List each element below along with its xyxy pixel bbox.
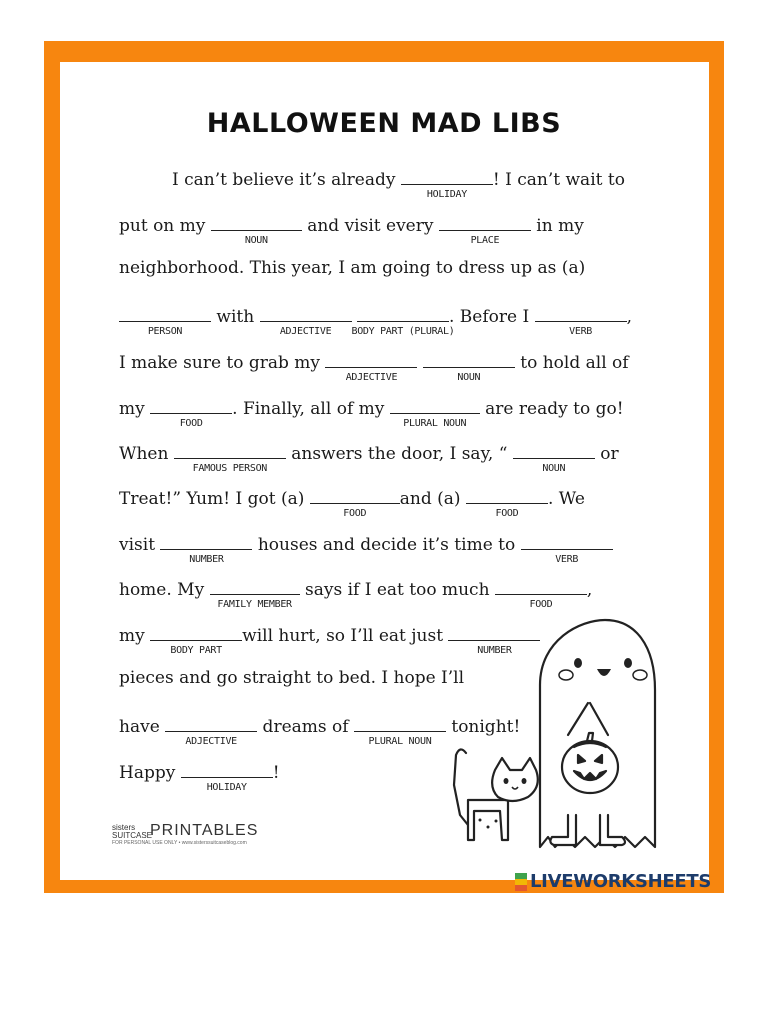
story-text: pieces and go straight to bed. I hope I’ll (119, 668, 465, 688)
blank-hint: HOLIDAY (426, 189, 467, 200)
blank-hint: BODY PART (170, 645, 222, 656)
blank-hint: PLURAL NOUN (403, 418, 467, 429)
cat-eye-left (504, 778, 509, 784)
liveworksheets-badge[interactable] (515, 871, 711, 892)
story-text: dreams of (257, 717, 354, 737)
story-line-14 (119, 759, 280, 793)
blank-hint: PERSON (147, 326, 183, 337)
story-text: visit (119, 535, 161, 555)
story-text: . Finally, all of my (232, 399, 390, 419)
blank-verb[interactable] (521, 531, 613, 565)
blank-hint: FAMOUS PERSON (192, 463, 268, 474)
blank-verb[interactable] (535, 303, 627, 337)
story-text: When (119, 444, 174, 464)
blank-family-member[interactable] (210, 576, 300, 610)
blank-hint: HOLIDAY (206, 782, 247, 793)
blank-hint: FOOD (529, 599, 553, 610)
blank-hint: ADJECTIVE (279, 326, 332, 337)
blank-plural-noun[interactable] (390, 395, 480, 429)
cat-eye-right (522, 778, 527, 784)
blank-food[interactable] (310, 485, 400, 519)
blank-hint: NUMBER (477, 645, 512, 656)
blank-holiday[interactable] (401, 166, 493, 200)
story-text: and visit every (301, 216, 439, 236)
story-text: will hurt, so I’ll eat just (242, 626, 449, 646)
story-text: put on my (119, 216, 211, 236)
blank-hint: PLACE (470, 235, 500, 246)
blank-hint: PLURAL NOUN (368, 736, 432, 747)
ghost-eye-right (624, 658, 632, 668)
story-text: says if I eat too much (299, 580, 495, 600)
blank-hint: VERB (555, 554, 579, 565)
blank-hint: FOOD (179, 418, 203, 429)
blank-hint: NOUN (457, 372, 481, 383)
story-text: in my (530, 216, 584, 236)
blank-adjective[interactable] (165, 713, 257, 747)
blank-holiday[interactable] (181, 759, 273, 793)
ghost-and-cat-illustration (440, 615, 665, 850)
story-text: ! (272, 763, 280, 783)
story-text: . We (547, 489, 585, 509)
story-text: answers the door, I say, “ (285, 444, 513, 464)
story-text: or (594, 444, 619, 464)
story-text: tonight! (445, 717, 521, 737)
logo-printables: PRINTABLES (150, 822, 259, 839)
blank-number[interactable] (160, 531, 252, 565)
story-text: have (119, 717, 166, 737)
story-text: with (211, 307, 260, 327)
story-text: ! I can’t wait to (492, 170, 625, 190)
story-text: home. My (119, 580, 210, 600)
blank-noun[interactable] (423, 349, 515, 383)
story-line-10 (119, 576, 593, 610)
blank-adjective[interactable] (260, 303, 352, 337)
liveworksheets-icon (515, 873, 527, 891)
ghost-body (540, 620, 655, 847)
logo-tagline: FOR PERSONAL USE ONLY • www.sisterssuitcaseblog.com (112, 840, 247, 846)
page-title: HALLOWEEN MAD LIBS (206, 108, 562, 139)
story-line-4 (119, 303, 632, 337)
story-text: Treat!” Yum! I got (a) (119, 489, 310, 509)
blank-hint: ADJECTIVE (345, 372, 398, 383)
story-line-6 (119, 395, 624, 429)
story-text: my (119, 626, 151, 646)
story-text: neighborhood. This year, I am going to dress up as (a) (119, 258, 586, 278)
blank-food[interactable] (495, 576, 587, 610)
blank-hint: NUMBER (189, 554, 224, 565)
story-text: my (119, 399, 151, 419)
story-line-3 (119, 258, 585, 282)
story-text: Happy (119, 763, 181, 783)
blank-hint: FOOD (343, 508, 367, 519)
blank-food[interactable] (150, 395, 232, 429)
story-text: I make sure to grab my (119, 353, 326, 373)
story-line-8 (119, 485, 585, 519)
story-line-2 (119, 212, 584, 246)
story-text: , (626, 307, 632, 327)
story-text: are ready to go! (479, 399, 624, 419)
blank-body-part[interactable] (150, 622, 242, 656)
story-line-12 (119, 668, 464, 692)
story-text: houses and decide it’s time to (252, 535, 521, 555)
story-line-7 (119, 440, 619, 474)
blank-hint: NOUN (542, 463, 566, 474)
logo-brand: sisters SUITCASE (112, 823, 153, 840)
story-text: . Before I (448, 307, 535, 327)
cat-head (492, 758, 538, 801)
blank-hint: ADJECTIVE (185, 736, 237, 747)
blank-famous-person[interactable] (174, 440, 286, 474)
blank-body-part-plural[interactable] (351, 303, 455, 337)
blank-hint: NOUN (244, 235, 268, 246)
story-text: to hold all of (514, 353, 629, 373)
blank-noun[interactable] (211, 212, 302, 246)
blank-hint: FOOD (495, 508, 519, 519)
blank-place[interactable] (439, 212, 531, 246)
blank-hint: FAMILY MEMBER (217, 599, 292, 610)
story-text: I can’t believe it’s already (172, 170, 401, 190)
story-line-5 (119, 349, 629, 383)
blank-adjective[interactable] (325, 349, 417, 383)
blank-noun[interactable] (513, 440, 595, 474)
story-text: and (a) (399, 489, 466, 509)
blank-hint: VERB (569, 326, 593, 337)
cat-tail (454, 749, 468, 825)
cat-body (468, 800, 508, 840)
liveworksheets-text: LIVEWORKSHEETS (530, 871, 712, 892)
story-text: , (586, 580, 593, 600)
blank-plural-noun[interactable] (354, 713, 446, 747)
blank-person[interactable] (119, 303, 211, 337)
blank-food[interactable] (466, 485, 548, 519)
story-line-9 (119, 531, 613, 565)
pumpkin-bucket (562, 741, 618, 793)
ghost-eye-left (574, 658, 582, 668)
story-line-1 (172, 166, 625, 200)
blank-hint: BODY PART (PLURAL) (351, 326, 455, 337)
